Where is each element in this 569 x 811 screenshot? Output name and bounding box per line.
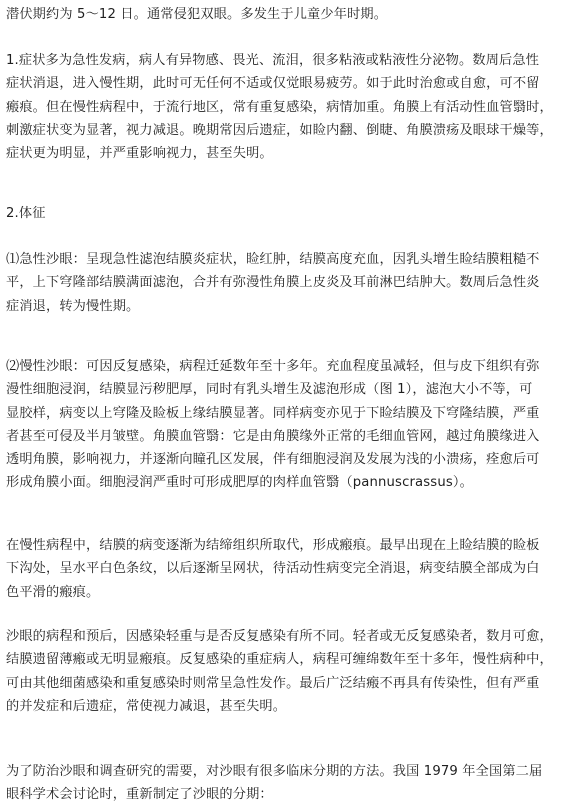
- scarring-paragraph: 在慢性病程中，结膜的病变逐渐为结缔组织所取代，形成瘢痕。最早出现在上睑结膜的睑板 下沟处，呈水平白色条纹，以后逐渐呈网状，待活动性病变完全消退，病变结膜全部成为白 色平滑的瘢痕。: [6, 538, 540, 600]
- signs-heading: 2.体征: [6, 206, 46, 221]
- chronic-trachoma-paragraph: ⑵慢性沙眼：可因反复感染，病程迁延数年至十多年。充血程度虽减轻，但与皮下组织有弥 漫性细胞浸润，结膜显污秽肥厚，同时有乳头增生及滤泡形成（图 1），滤泡大小不等，可 显胶样，病变以上穹隆及睑板上缘结膜显著。同样病变亦见于下睑结膜及下穹隆结膜，严重 者甚至可侵及半月皱壁。角膜血管翳：它是由角膜缘外正常的毛细血管网，越过角膜缘进入 透明角膜，影响视力，并逐渐向瞳孔区发展，伴有细胞浸润及发展为浅的小溃疡，痊愈后可 形成角膜小面。细胞浸润严重时可形成肥厚的肉样血管翳（pannuscrassus）。: [6, 359, 540, 491]
- symptoms-paragraph: 1.症状多为急性发病，病人有异物感、畏光、流泪，很多粘液或粘液性分泌物。数周后急性 症状消退，进入慢性期，此时可无任何不适或仅觉眼易疲劳。如于此时治愈或自愈，可不留 瘢痕。但在慢性病程中，于流行地区，常有重复感染，病情加重。角膜上有活动性血管翳时， 刺激症状变为显著，视力减退。晚期常因后遗症，如睑内翻、倒睫、角膜溃疡及眼球干燥等， 症状更为明显，并严重影响视力，甚至失明。: [6, 53, 553, 162]
- acute-trachoma-paragraph: ⑴急性沙眼：呈现急性滤泡结膜炎症状，睑红肿，结膜高度充血，因乳头增生睑结膜粗糙不 平，上下穹隆部结膜满面滤泡，合并有弥漫性角膜上皮炎及耳前淋巴结肿大。数周后急性炎 症消退，转为慢性期。: [6, 252, 540, 314]
- prognosis-paragraph: 沙眼的病程和预后，因感染轻重与是否反复感染有所不同。轻者或无反复感染者，数月可愈， 结膜遗留薄瘢或无明显瘢痕。反复感染的重症病人，病程可缠绵数年至十多年，慢性病种中， 可由其他细菌感染和重复感染时则常呈急性发作。最后广泛结瘢不再具有传染性，但有严重 的并发症和后遗症，常使视力减退，甚至失明。: [6, 629, 553, 714]
- intro-paragraph: 潜伏期约为 5～12 日。通常侵犯双眼。多发生于儿童少年时期。: [6, 7, 388, 22]
- classification-paragraph: 为了防治沙眼和调查研究的需要，对沙眼有很多临床分期的方法。我国 1979 年全国第二届 眼科学术会讨论时，重新制定了沙眼的分期：: [6, 764, 543, 803]
